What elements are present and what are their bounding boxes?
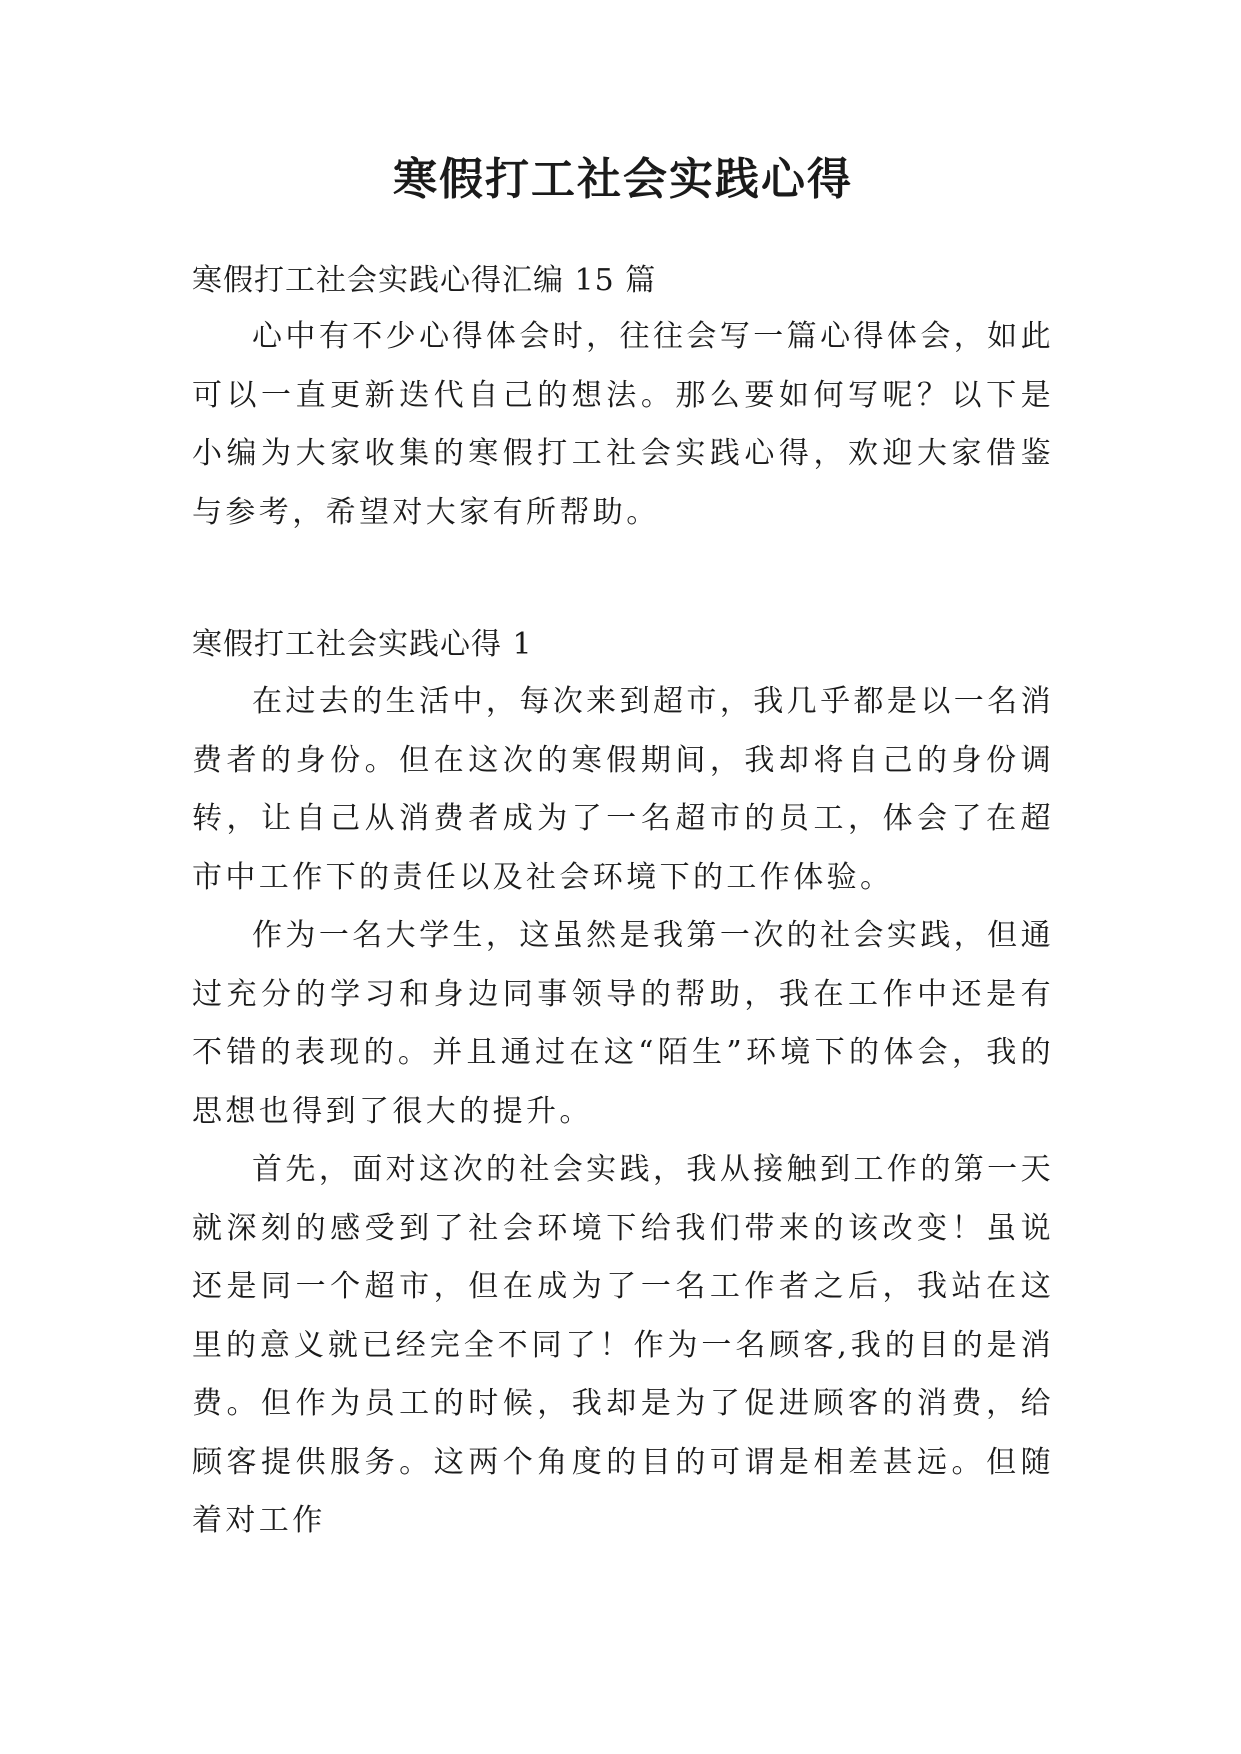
intro-paragraph: 心中有不少心得体会时，往往会写一篇心得体会，如此可以一直更新迭代自己的想法。那么要如何写呢？以下是小编为大家收集的寒假打工社会实践心得，欢迎大家借鉴与参考，希望对大家有所帮助。 [192,319,1054,530]
body-paragraph: 首先，面对这次的社会实践，我从接触到工作的第一天就深刻的感受到了社会环境下给我们带来的该改变！虽说还是同一个超市，但在成为了一名工作者之后，我站在这里的意义就已经完全不同了！作为一名顾客,我的目的是消费。但作为员工的时候，我却是为了促进顾客的消费，给顾客提供服务。这两个角度的目的可谓是相差甚远。但随着对工作 [192,1152,1054,1538]
body-paragraph: 作为一名大学生，这虽然是我第一次的社会实践，但通过充分的学习和身边同事领导的帮助，我在工作中还是有不错的表现的。并且通过在这“陌生”环境下的体会，我的思想也得到了很大的提升。 [192,918,1054,1129]
intro-paragraph-block [192,308,1054,542]
section-heading: 寒假打工社会实践心得 1 [192,627,533,662]
document-title: 寒假打工社会实践心得 [393,154,853,205]
intro-heading-block [192,258,1054,304]
section-1-body [192,673,1054,1551]
section-1-heading-block [192,622,1054,668]
body-paragraph: 在过去的生活中，每次来到超市，我几乎都是以一名消费者的身份。但在这次的寒假期间，我却将自己的身份调转，让自己从消费者成为了一名超市的员工，体会了在超市中工作下的责任以及社会环境下的工作体验。 [192,684,1054,895]
intro-heading: 寒假打工社会实践心得汇编 15 篇 [192,263,657,298]
